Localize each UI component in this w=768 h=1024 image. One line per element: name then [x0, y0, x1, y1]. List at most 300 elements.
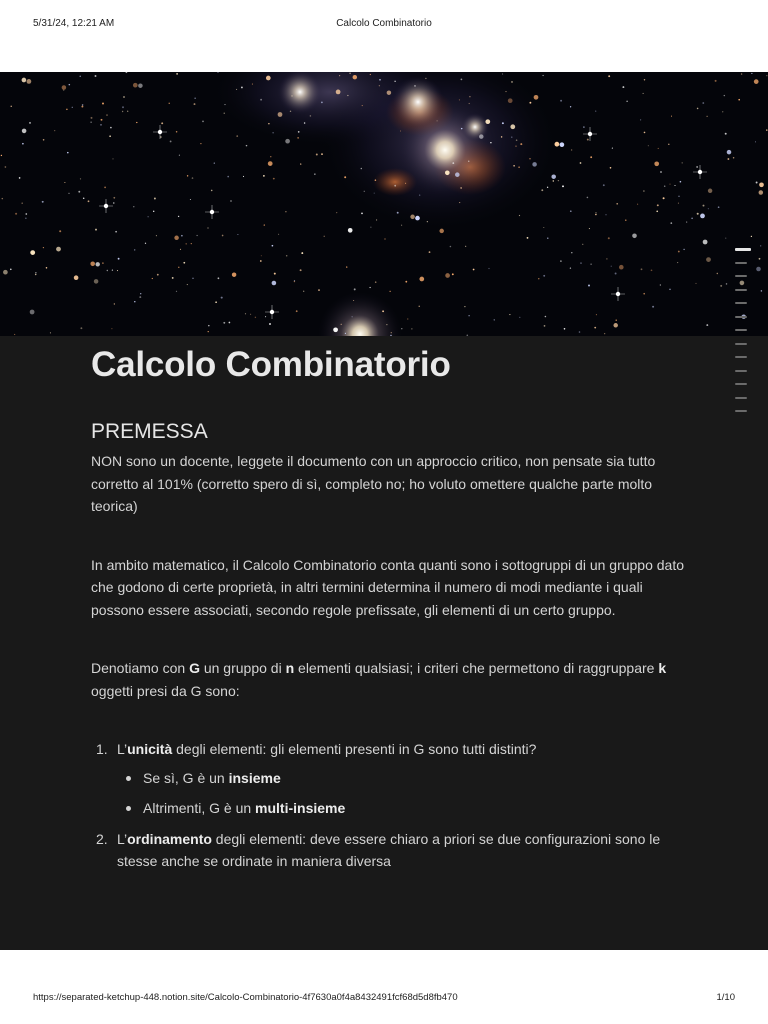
star — [588, 285, 590, 287]
star — [95, 75, 97, 77]
star — [19, 177, 21, 179]
star — [268, 161, 273, 166]
star — [605, 214, 606, 215]
page-content — [91, 336, 691, 879]
star — [95, 262, 99, 266]
toc-rail-tick[interactable] — [735, 302, 747, 304]
star — [759, 190, 764, 195]
star — [304, 122, 306, 124]
star — [616, 203, 618, 205]
star — [590, 264, 591, 265]
star — [394, 81, 395, 82]
star — [268, 123, 269, 124]
star — [301, 252, 303, 254]
star — [255, 317, 256, 318]
galaxy-cover-illustration — [0, 72, 768, 336]
star — [102, 262, 104, 264]
star — [324, 236, 325, 237]
star — [725, 133, 727, 135]
star — [273, 178, 275, 180]
star — [397, 212, 399, 214]
criteria-list — [91, 738, 691, 873]
star — [610, 167, 612, 169]
star — [74, 275, 79, 280]
star — [756, 182, 758, 184]
star — [506, 91, 507, 92]
star — [461, 128, 462, 129]
star — [187, 175, 188, 176]
star — [671, 116, 672, 117]
star — [703, 240, 708, 245]
star — [336, 212, 337, 213]
star — [174, 236, 179, 241]
star — [641, 268, 643, 270]
star — [452, 162, 454, 164]
star — [106, 115, 107, 116]
star — [759, 258, 761, 260]
star — [140, 293, 141, 294]
star — [294, 281, 295, 282]
star — [303, 291, 304, 292]
print-page-number: 1/10 — [716, 992, 735, 1003]
star — [341, 324, 342, 325]
star — [310, 115, 312, 117]
star — [501, 136, 503, 138]
star — [197, 235, 198, 236]
star — [133, 83, 138, 88]
star — [754, 79, 759, 84]
toc-rail-tick[interactable] — [735, 356, 747, 358]
star — [519, 317, 520, 318]
star — [111, 328, 112, 329]
star — [215, 301, 217, 303]
star — [91, 117, 93, 119]
toc-rail-tick[interactable] — [735, 329, 747, 331]
star — [237, 234, 238, 235]
star — [224, 104, 225, 105]
star — [756, 267, 761, 272]
star — [697, 108, 699, 110]
star — [766, 129, 767, 130]
star — [22, 129, 27, 134]
star — [68, 193, 69, 194]
star — [321, 102, 323, 104]
star — [619, 265, 624, 270]
star — [518, 166, 520, 168]
bullet-icon — [126, 806, 131, 811]
star — [751, 236, 752, 237]
star — [109, 135, 111, 137]
toc-rail-tick[interactable] — [735, 275, 747, 277]
star — [460, 187, 461, 188]
star — [266, 76, 271, 81]
star — [134, 301, 135, 302]
star — [102, 102, 104, 104]
star — [42, 201, 44, 203]
star — [543, 275, 545, 277]
star — [297, 137, 298, 138]
star — [176, 131, 178, 133]
toc-rail-tick[interactable] — [735, 383, 747, 385]
star — [720, 285, 722, 287]
star — [643, 293, 645, 295]
star — [218, 277, 220, 279]
star — [405, 281, 407, 283]
star — [379, 85, 380, 86]
star — [221, 297, 223, 299]
star — [375, 281, 377, 283]
star — [62, 85, 67, 90]
toc-rail-tick[interactable] — [735, 316, 747, 318]
star — [260, 260, 262, 262]
star — [708, 189, 712, 193]
star — [571, 149, 572, 150]
star — [415, 216, 420, 221]
star — [230, 200, 231, 201]
star — [410, 215, 415, 220]
bold-k: k — [658, 660, 667, 676]
star — [669, 289, 670, 290]
star — [608, 237, 610, 239]
star — [529, 102, 531, 104]
toc-rail-tick[interactable] — [735, 343, 747, 345]
star — [664, 185, 665, 186]
section-heading-premessa: PREMESSA — [91, 420, 208, 443]
star — [286, 255, 288, 256]
star — [400, 130, 401, 131]
star — [265, 316, 266, 317]
star — [652, 306, 654, 308]
bullet-icon — [126, 776, 131, 781]
star — [755, 141, 756, 142]
table-of-contents-rail[interactable] — [735, 248, 751, 418]
star — [59, 230, 61, 232]
star — [587, 197, 589, 199]
star — [612, 148, 613, 149]
star — [229, 322, 231, 324]
star — [25, 218, 26, 219]
star — [604, 333, 605, 334]
star — [318, 289, 320, 291]
star — [345, 333, 346, 334]
star — [450, 246, 452, 248]
star — [241, 86, 243, 88]
star — [80, 76, 81, 77]
star — [660, 171, 662, 173]
star — [263, 175, 265, 177]
star — [269, 323, 271, 325]
star — [387, 90, 392, 95]
toc-rail-tick[interactable] — [735, 370, 747, 372]
star — [611, 266, 612, 267]
star — [622, 86, 624, 88]
toc-rail-tick[interactable] — [735, 262, 747, 264]
star — [192, 177, 194, 179]
star — [43, 139, 45, 141]
star — [727, 158, 729, 160]
star — [178, 267, 179, 268]
print-footer — [33, 992, 735, 1008]
toc-rail-tick[interactable] — [735, 289, 747, 291]
star — [538, 278, 539, 279]
star — [370, 227, 371, 228]
star — [738, 99, 740, 101]
toc-rail-tick[interactable] — [735, 397, 747, 399]
star — [278, 234, 279, 235]
star — [176, 291, 177, 292]
star — [336, 90, 341, 95]
star — [361, 212, 363, 214]
toc-rail-tick[interactable] — [735, 410, 747, 412]
star — [527, 237, 529, 239]
star — [185, 243, 186, 244]
list-number: 1. — [96, 741, 108, 757]
print-datetime: 5/31/24, 12:21 AM — [33, 18, 115, 29]
star — [46, 267, 48, 269]
star — [369, 287, 370, 288]
star — [208, 325, 210, 327]
star — [766, 75, 767, 76]
star — [243, 176, 244, 177]
star — [157, 274, 159, 276]
star — [353, 75, 357, 79]
list-item: 2. L’ordinamento degli elementi: deve essere chiaro a priori se due configurazioni sono le stesse anche se ordinate in maniera diversa — [91, 828, 691, 873]
star — [101, 119, 103, 121]
star — [511, 81, 513, 83]
star — [613, 323, 618, 328]
star — [260, 99, 262, 101]
star — [352, 316, 353, 317]
star — [579, 331, 581, 333]
star — [202, 121, 204, 123]
star — [606, 258, 607, 259]
star — [113, 197, 115, 199]
star — [680, 181, 682, 183]
star — [640, 119, 641, 120]
star — [490, 142, 491, 143]
star — [211, 190, 213, 192]
star — [270, 156, 271, 157]
star — [22, 78, 27, 83]
star — [674, 185, 675, 186]
star — [208, 331, 209, 332]
star — [703, 205, 705, 207]
star — [510, 124, 515, 129]
star — [361, 168, 363, 170]
star — [595, 212, 596, 213]
star — [195, 98, 196, 99]
star — [3, 270, 8, 275]
star — [445, 273, 450, 278]
star — [658, 148, 659, 149]
star — [520, 143, 522, 145]
star — [534, 95, 539, 100]
star — [683, 249, 684, 250]
star — [347, 95, 348, 96]
star — [678, 196, 679, 197]
star — [344, 176, 346, 178]
star — [596, 314, 597, 315]
star — [83, 197, 85, 199]
star — [346, 266, 347, 267]
star — [648, 145, 649, 146]
star — [339, 75, 340, 76]
star — [50, 332, 51, 333]
star — [706, 116, 707, 117]
star — [10, 269, 12, 271]
star — [589, 228, 590, 229]
star — [608, 75, 610, 77]
star — [222, 235, 224, 237]
star — [488, 268, 489, 269]
star — [632, 234, 637, 239]
star — [637, 204, 638, 205]
star — [364, 191, 365, 192]
star — [459, 99, 460, 100]
star — [191, 243, 192, 244]
star — [200, 143, 201, 144]
star — [379, 79, 381, 81]
paragraph-definizione: In ambito matematico, il Calcolo Combinatorio conta quanti sono i sottogruppi di un gruppo dato che godono di certe proprietà, in altri termini determina il numero di modi mediante i quali possono essere associati, secondo regole prefissate, gli elementi di un certo gruppo. — [91, 556, 685, 618]
star — [725, 238, 726, 239]
star — [468, 315, 469, 316]
paragraph-premessa: NON sono un docente, leggete il documento con un approccio critico, non pensate sia tutto corretto al 101% (corretto spero di sì, completo no; ho voluto omettere qualche parte molto teorica) — [91, 453, 656, 514]
star — [300, 163, 301, 164]
star — [94, 279, 99, 284]
star — [508, 98, 513, 103]
star — [148, 216, 149, 217]
star — [429, 251, 431, 253]
star — [374, 193, 375, 194]
star — [485, 119, 490, 124]
star — [678, 203, 679, 204]
star — [411, 328, 412, 329]
star — [590, 156, 592, 158]
star — [153, 211, 154, 212]
star — [370, 74, 371, 75]
star — [473, 269, 475, 271]
star — [353, 300, 354, 301]
star — [691, 217, 693, 219]
star — [390, 291, 391, 292]
toc-rail-tick[interactable] — [735, 248, 751, 251]
star — [570, 267, 571, 268]
star — [285, 139, 290, 144]
star — [715, 80, 717, 82]
star — [250, 314, 251, 315]
star — [80, 327, 82, 329]
star — [156, 235, 157, 236]
star — [160, 136, 162, 138]
star — [272, 132, 273, 133]
star — [541, 189, 543, 191]
star — [643, 93, 644, 94]
star — [82, 104, 84, 106]
star — [179, 155, 180, 156]
star — [172, 277, 174, 279]
star — [1, 155, 2, 156]
star — [502, 122, 504, 124]
star — [678, 251, 680, 253]
star — [21, 202, 23, 204]
star — [560, 100, 562, 102]
star — [64, 182, 65, 183]
star — [30, 250, 35, 255]
star — [118, 258, 120, 260]
star — [459, 202, 460, 203]
star — [349, 73, 351, 75]
star — [145, 243, 146, 244]
star — [494, 319, 495, 320]
star — [232, 272, 236, 276]
star — [515, 146, 516, 147]
star — [626, 101, 627, 102]
star — [291, 95, 293, 97]
star — [272, 245, 274, 247]
star — [595, 214, 596, 215]
star — [615, 273, 617, 275]
star — [252, 84, 253, 85]
sub-list — [117, 767, 691, 820]
star — [110, 127, 112, 129]
paragraph-criteri: Denotiamo con G un gruppo di n elementi qualsiasi; i criteri che permettono di raggruppare k oggetti presi da G sono: — [91, 660, 667, 699]
star — [760, 245, 761, 246]
star — [727, 150, 732, 155]
star — [407, 319, 408, 320]
star — [519, 215, 520, 216]
star — [117, 270, 118, 271]
star — [702, 102, 704, 104]
star — [560, 142, 565, 147]
star — [455, 172, 460, 177]
star — [668, 144, 669, 145]
star — [138, 83, 143, 88]
star — [542, 75, 543, 76]
star — [724, 95, 725, 96]
star — [285, 211, 286, 212]
star — [562, 185, 564, 187]
star — [722, 111, 723, 112]
star — [391, 332, 392, 333]
star — [751, 73, 752, 74]
star — [759, 182, 764, 187]
print-title: Calcolo Combinatorio — [336, 18, 432, 29]
star — [113, 202, 114, 203]
star — [697, 213, 699, 215]
star — [571, 252, 572, 253]
star — [15, 213, 17, 215]
star — [717, 273, 718, 274]
star — [227, 176, 229, 178]
star — [741, 73, 743, 75]
star — [696, 166, 697, 167]
star — [296, 310, 298, 312]
star — [516, 139, 518, 141]
star — [78, 191, 80, 193]
star — [669, 184, 670, 185]
star — [67, 152, 69, 154]
star — [425, 78, 426, 79]
star — [670, 222, 672, 224]
star — [594, 327, 596, 329]
star — [27, 79, 32, 84]
star — [419, 306, 420, 307]
star — [419, 277, 424, 282]
star — [2, 198, 3, 199]
cover-image — [0, 72, 768, 336]
star — [543, 227, 544, 228]
star — [123, 96, 125, 98]
